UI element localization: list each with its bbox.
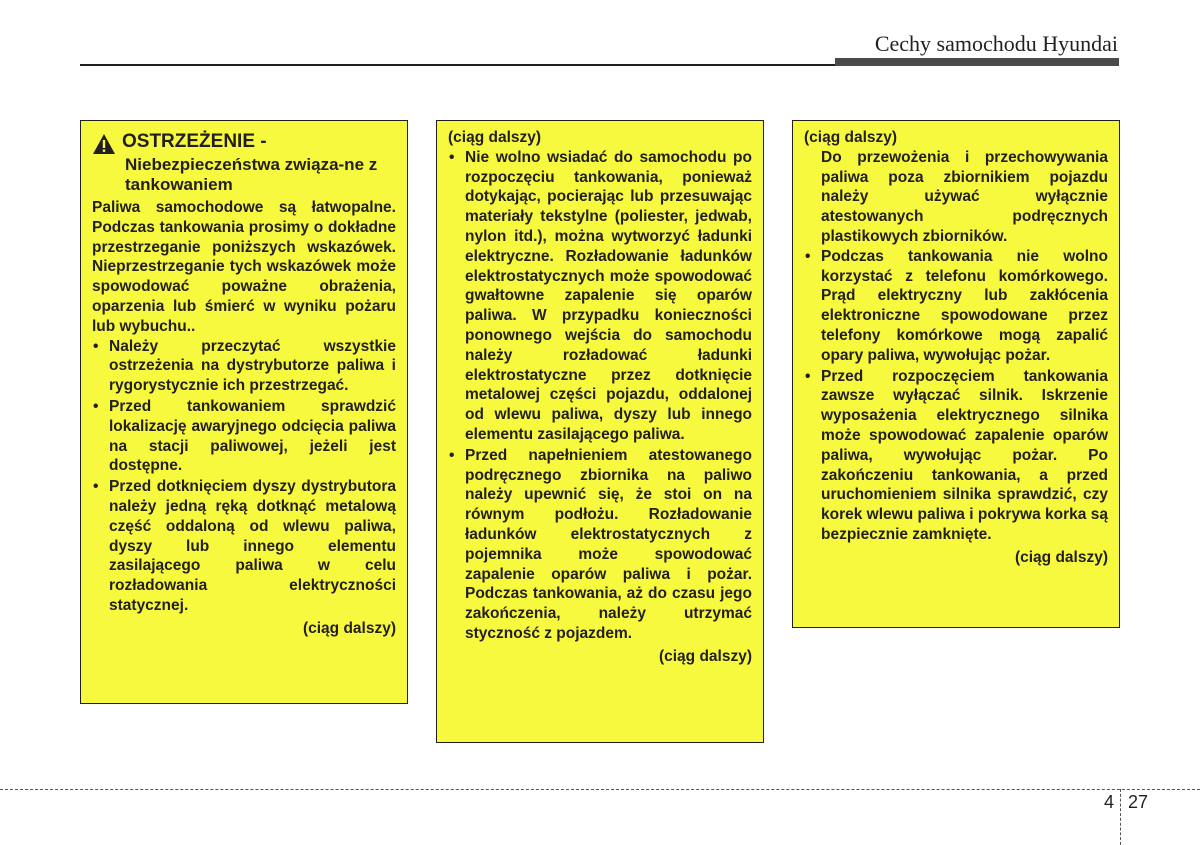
list-item: • Przed dotknięciem dyszy dystrybutora należy jedną ręką dotknąć metalową część oddaloną od wlewu paliwa, dyszy lub innego elementu zasilającego paliwa w celu rozładowania elektryczności statycznej. [92, 477, 396, 616]
list-item: • Przed napełnieniem atestowanego podręcznego zbiornika na paliwo należy upewnić się, że stoi on na równym podłożu. Rozładowanie ładunków elektrostatycznych z pojemnika może spowodować zapalenie oparów paliwa i pożar. Podczas tankowania, aż do czasu jego zakończenia, należy utrzymać styczność z pojazdem. [448, 446, 752, 644]
warning-list [92, 337, 396, 616]
warning-intro: Paliwa samochodowe są łatwopalne. Podczas tankowania prosimy o dokładne przestrzeganie poniższych wskazówek. Nieprzestrzeganie tych wskazówek może spowodować poważne obrażenia, oparzenia lub śmierć w wyniku pożaru lub wybuchu.. [92, 199, 396, 335]
header-bar [835, 58, 1119, 66]
continued-label: (ciąg dalszy) [1014, 548, 1108, 566]
warning-box-2 [436, 120, 764, 743]
warning-box-3 [792, 120, 1120, 628]
footer-page-divider [1120, 789, 1121, 845]
warning-box-1 [80, 120, 408, 704]
warning-heading [92, 131, 396, 155]
list-item: • Należy przeczytać wszystkie ostrzeżenia na dystrybutorze paliwa i rygorystycznie ich przestrzegać. [92, 337, 396, 396]
page-header-title: Cechy samochodu Hyundai [874, 31, 1118, 56]
continued-top-label: (ciąg dalszy) [448, 129, 542, 146]
header-rule [80, 64, 835, 66]
continued-label: (ciąg dalszy) [302, 619, 396, 637]
continued-label: (ciąg dalszy) [658, 647, 752, 665]
continued-top-label: (ciąg dalszy) [804, 129, 898, 146]
page-number: 27 [1128, 792, 1149, 812]
list-item: • Nie wolno wsiadać do samochodu po rozpoczęciu tankowania, ponieważ dotykając, pocierając lub przesuwając materiały tekstylne (poliester, jedwab, nylon itd.), można wytworzyć ładunki elektryczne. Rozładowanie ładunków elektrostatycznych może spowodować gwałtowne zapalenie się oparów paliwa. W przypadku konieczności ponownego wejścia do samochodu należy rozładować ładunki elektrostatyczne przez dotknięcie metalowej części pojazdu, oddalonej od wlewu paliwa, dyszy lub innego elementu zasilającego paliwa. [448, 148, 752, 445]
warning-subtitle: Niebezpieczeństwa związa-ne z tankowaniem [125, 155, 378, 194]
list-item: • Podczas tankowania nie wolno korzystać z telefonu komórkowego. Prąd elektryczny lub zakłócenia elektroniczne spowodowane przez telefony komórkowe mogą zapalić opary paliwa, wywołując pożar. [804, 247, 1108, 366]
warning-list [804, 247, 1108, 545]
warning-title: OSTRZEŻENIE - [122, 131, 267, 152]
list-item: • Przed rozpoczęciem tankowania zawsze wyłączać silnik. Iskrzenie wyposażenia elektrycznego silnika może spowodować zapalenie oparów paliwa, wywołując pożar. Po zakończeniu tankowania, a przed uruchomieniem silnika sprawdzić, czy korek wlewu paliwa i pokrywa korka są bezpiecznie zamknięte. [804, 367, 1108, 545]
warning-list [448, 148, 752, 644]
chapter-number: 4 [1104, 792, 1115, 812]
warning-triangle-icon [92, 133, 116, 155]
warning-intro: Do przewożenia i przechowywania paliwa poza zbiornikiem pojazdu należy używać wyłącznie atestowanych podręcznych plastikowych zbiorników. [821, 148, 1108, 245]
footer-divider [0, 789, 1200, 790]
list-item: • Przed tankowaniem sprawdzić lokalizację awaryjnego odcięcia paliwa na stacji paliwowej, jeżeli jest dostępne. [92, 397, 396, 476]
